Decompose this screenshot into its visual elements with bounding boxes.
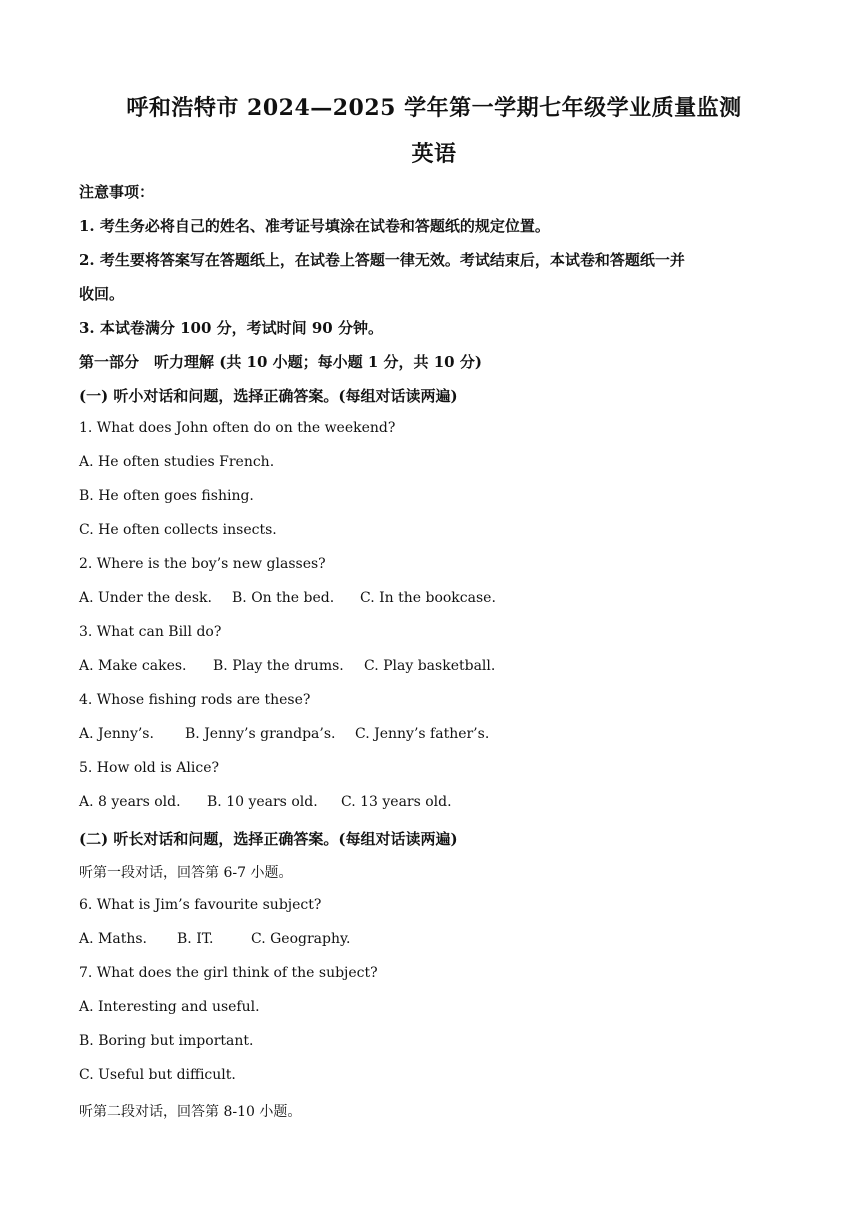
q5-option-b: B. 10 years old.: [207, 794, 318, 810]
notice-item-3: 3. 本试卷满分 100 分，考试时间 90 分钟。: [79, 319, 383, 337]
q3-option-c: C. Play basketball.: [364, 658, 496, 674]
question-5: 5. How old is Alice?: [79, 760, 220, 776]
q5-option-a: A. 8 years old.: [79, 794, 181, 810]
q5-options: [79, 794, 452, 810]
q6-options: [79, 931, 351, 947]
question-7: 7. What does the girl think of the subject?: [79, 965, 378, 981]
question-4: 4. Whose fishing rods are these?: [79, 692, 311, 708]
q1-option-b: B. He often goes fishing.: [79, 488, 254, 504]
notice-header: 注意事项：: [79, 183, 155, 201]
q2-options: [79, 590, 496, 606]
q6-option-b: B. IT.: [177, 931, 214, 947]
q4-options: [79, 726, 489, 742]
q6-option-a: A. Maths.: [79, 931, 147, 947]
section1-header: (一) 听小对话和问题，选择正确答案。(每组对话读两遍): [79, 387, 458, 405]
exam-title: 呼和浩特市 2024—2025 学年第一学期七年级学业质量监测: [126, 95, 742, 121]
question-1: 1. What does John often do on the weekend?: [79, 420, 396, 436]
dialog1-note: 听第一段对话，回答第 6-7 小题。: [79, 865, 293, 881]
q7-option-b: B. Boring but important.: [79, 1033, 254, 1049]
q2-option-a: A. Under the desk.: [79, 590, 212, 606]
dialog2-note: 听第二段对话，回答第 8-10 小题。: [79, 1104, 302, 1120]
q2-option-b: B. On the bed.: [232, 590, 335, 606]
q4-option-c: C. Jenny’s father’s.: [355, 726, 490, 742]
notice-item-2: 2. 考生要将答案写在答题纸上，在试卷上答题一律无效。考试结束后，本试卷和答题纸一并: [79, 251, 685, 269]
section2-header: (二) 听长对话和问题，选择正确答案。(每组对话读两遍): [79, 830, 458, 848]
q7-option-a: A. Interesting and useful.: [79, 999, 260, 1015]
q5-option-c: C. 13 years old.: [341, 794, 452, 810]
question-2: 2. Where is the boy’s new glasses?: [79, 556, 326, 572]
q3-options: [79, 658, 495, 674]
question-6: 6. What is Jim’s favourite subject?: [79, 897, 322, 913]
q7-option-c: C. Useful but difficult.: [79, 1067, 236, 1083]
q3-option-b: B. Play the drums.: [213, 658, 344, 674]
subject-title: 英语: [411, 141, 457, 167]
q3-option-a: A. Make cakes.: [79, 658, 187, 674]
q4-option-a: A. Jenny’s.: [79, 726, 154, 742]
part1-header: 第一部分 听力理解 (共 10 小题；每小题 1 分，共 10 分): [79, 353, 482, 371]
q4-option-b: B. Jenny’s grandpa’s.: [185, 726, 336, 742]
q1-option-a: A. He often studies French.: [79, 454, 275, 470]
notice-item-1: 1. 考生务必将自己的姓名、准考证号填涂在试卷和答题纸的规定位置。: [79, 217, 550, 235]
q1-option-c: C. He often collects insects.: [79, 522, 277, 538]
notice-item-2-cont: 收回。: [79, 285, 125, 303]
q2-option-c: C. In the bookcase.: [360, 590, 496, 606]
q6-option-c: C. Geography.: [251, 931, 351, 947]
question-3: 3. What can Bill do?: [79, 624, 222, 640]
